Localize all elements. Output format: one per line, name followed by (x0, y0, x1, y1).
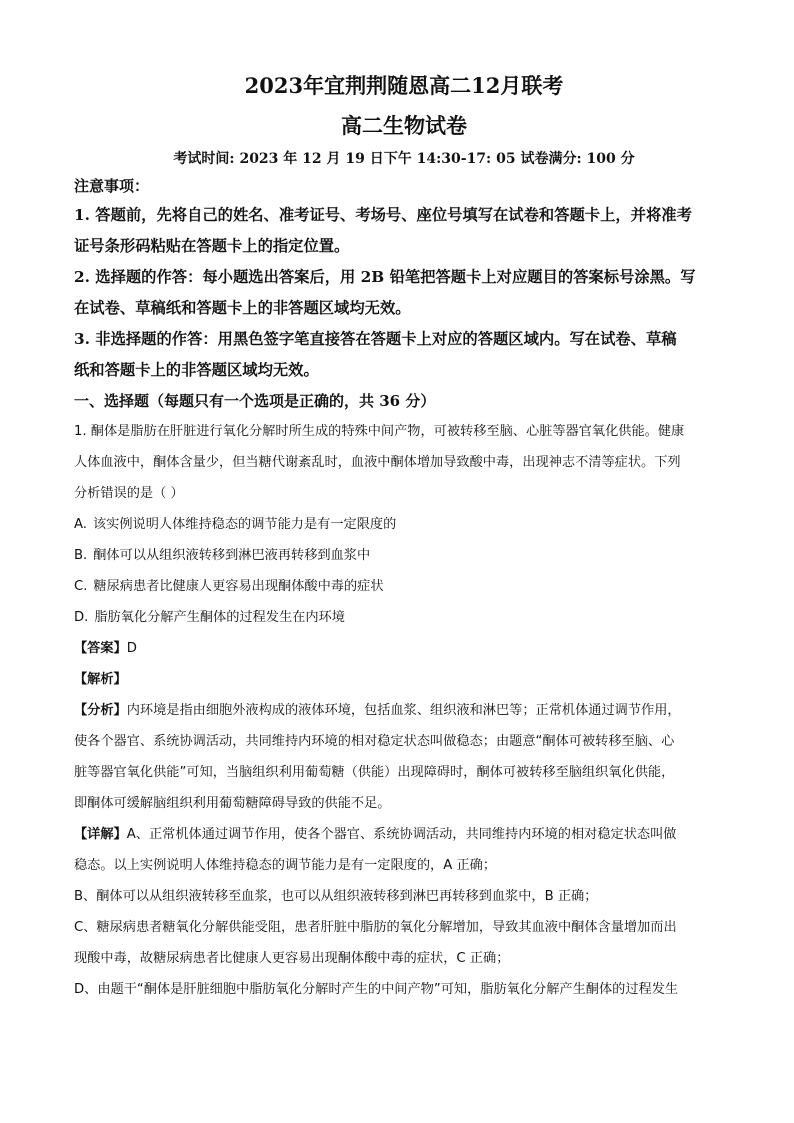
option-a-text: 该实例说明人体维持稳态的调节能力是有一定限度的 (92, 517, 397, 532)
notice-item-3-line-2: 纸和答题卡上的非答题区域均无效。 (74, 361, 319, 379)
option-a-key: A. (74, 517, 87, 532)
option-d (74, 602, 734, 633)
page-content (74, 68, 734, 1005)
page-title: 2023年宜荆荆随恩高二12月联考 (244, 73, 564, 98)
option-a (74, 509, 734, 540)
exam-info: 考试时间: 2023 年 12 月 19 日下午 14:30-17: 05 试卷满分: 100 分 (173, 151, 635, 167)
analysis-tag: 【解析】 (74, 672, 127, 687)
question-stem-line-2: 人体血液中，酮体含量少，但当糖代谢紊乱时，血液中酮体增加导致酸中毒，出现神志不清等症状。下列 (74, 455, 681, 470)
section-title: 一、选择题（每题只有一个选项是正确的，共 36 分） (74, 392, 436, 410)
fenxi-text-1: 内环境是指由细胞外液构成的液体环境，包括血浆、组织液和淋巴等；正常机体通过调节作用， (126, 703, 681, 718)
xiangjie-line-1 (74, 819, 734, 850)
analysis-line (74, 664, 734, 695)
fenxi-line-3: 脏等器官氧化供能”可知，当脑组织利用葡萄糖（供能）出现障碍时，酮体可被转移至脑组织氧化供能， (74, 765, 675, 780)
option-d-key: D. (74, 610, 89, 625)
xiangjie-line-4: C、糖尿病患者糖氧化分解供能受阻，患者肝脏中脂肪的氧化分解增加，导致其血液中酮体含量增加而出 (74, 920, 677, 935)
xiangjie-line-6: D、由题干“酮体是肝脏细胞中脂肪氧化分解时产生的中间产物”可知，脂肪氧化分解产生酮体的过程发生 (74, 982, 679, 997)
page-subtitle: 高二生物试卷 (341, 113, 467, 138)
fenxi-label: 【分析】 (74, 703, 127, 718)
xiangjie-line-2: 稳态。以上实例说明人体维持稳态的调节能力是有一定限度的，A 正确； (74, 858, 497, 873)
option-b-key: B. (74, 548, 88, 563)
answer-line (74, 633, 734, 664)
question-stem-line-1: 1. 酮体是脂肪在肝脏进行氧化分解时所生成的特殊中间产物，可被转移至脑、心脏等器官氧化供能。健康 (74, 424, 685, 439)
option-c-key: C. (74, 579, 88, 594)
answer-tag: 【答案】 (74, 641, 127, 656)
option-d-text: 脂肪氧化分解产生酮体的过程发生在内环境 (94, 610, 345, 625)
notice-title: 注意事项： (74, 177, 150, 195)
notice-item-2-line-1: 2. 选择题的作答：每小题选出答案后，用 2B 铅笔把答题卡上对应题目的答案标号涂黑。写 (74, 268, 696, 286)
xiangjie-text-1: A、正常机体通过调节作用，使各个器官、系统协调活动，共同维持内环境的相对稳定状态叫做 (126, 827, 677, 842)
fenxi-line-1 (74, 695, 734, 726)
option-b-text: 酮体可以从组织液转移到淋巴液再转移到血浆中 (93, 548, 371, 563)
notice-item-3-line-1: 3. 非选择题的作答：用黑色签字笔直接答在答题卡上对应的答题区域内。写在试卷、草稿 (74, 330, 677, 348)
fenxi-line-4: 即酮体可缓解脑组织利用葡萄糖障碍导致的供能不足。 (74, 796, 391, 811)
notice-item-1-line-2: 证号条形码粘贴在答题卡上的指定位置。 (74, 237, 350, 255)
option-c-text: 糖尿病患者比健康人更容易出现酮体酸中毒的症状 (93, 579, 384, 594)
notice-item-2-line-2: 在试卷、草稿纸和答题卡上的非答题区域均无效。 (74, 299, 411, 317)
option-b (74, 540, 734, 571)
notice-item-1-line-1: 1. 答题前，先将自己的姓名、准考证号、考场号、座位号填写在试卷和答题卡上，并将准考 (74, 206, 692, 224)
option-c (74, 571, 734, 602)
answer-value: D (126, 641, 137, 656)
question-stem-line-3: 分析错误的是（ ） (74, 486, 184, 501)
xiangjie-label: 【详解】 (74, 827, 127, 842)
xiangjie-line-3: B、酮体可以从组织液转移至血浆，也可以从组织液转移到淋巴再转移到血浆中，B 正确； (74, 889, 598, 904)
fenxi-line-2: 使各个器官、系统协调活动，共同维持内环境的相对稳定状态叫做稳态；由题意“酮体可被转移至脑、心 (74, 734, 675, 749)
xiangjie-line-5: 现酸中毒，故糖尿病患者比健康人更容易出现酮体酸中毒的症状，C 正确； (74, 951, 510, 966)
